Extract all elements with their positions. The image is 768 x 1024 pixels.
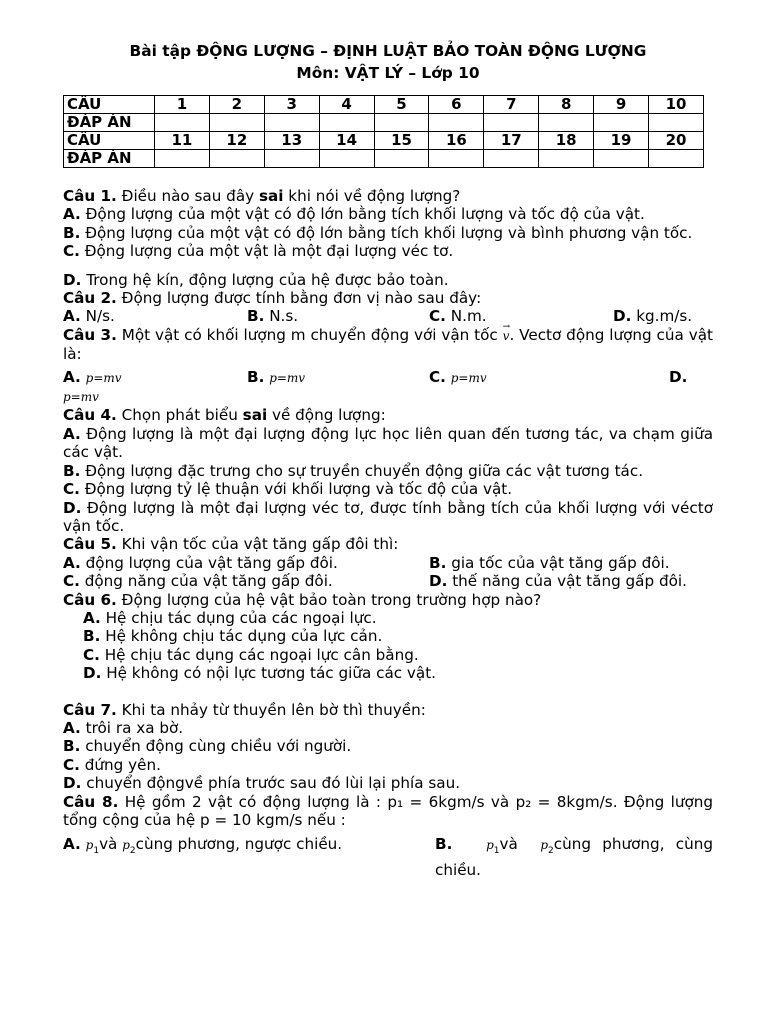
table-row bbox=[64, 150, 704, 168]
q8-option-a[interactable]: A. $p_1và$ $p_2cùng$ phương, ngược chiều. bbox=[63, 835, 343, 857]
table-cell: 3 bbox=[264, 96, 319, 114]
q2-options bbox=[63, 307, 713, 325]
cau-header: CÂU bbox=[64, 96, 155, 114]
q2-option-a[interactable]: A. N/s. bbox=[63, 307, 115, 326]
q5-option-b[interactable]: B. gia tốc của vật tăng gấp đôi. bbox=[429, 553, 670, 572]
table-row bbox=[64, 132, 704, 150]
q1-option-a[interactable]: A. Động lượng của một vật có độ lớn bằng tích khối lượng và tốc độ của vật. bbox=[63, 205, 645, 224]
q8-options bbox=[63, 835, 713, 879]
spacer bbox=[63, 261, 713, 271]
answer-cell[interactable] bbox=[594, 114, 649, 132]
table-cell: 18 bbox=[539, 132, 594, 150]
page-title: Bài tập ĐỘNG LƯỢNG – ĐỊNH LUẬT BẢO TOÀN ĐỘNG LƯỢNG bbox=[129, 42, 647, 60]
q6-option-c[interactable]: C. Hệ chịu tác dụng các ngoại lực cân bằng. bbox=[83, 645, 419, 664]
spacer bbox=[63, 683, 713, 701]
q3-option-d-label[interactable]: D. bbox=[669, 367, 688, 386]
answer-cell[interactable] bbox=[539, 150, 594, 168]
q7-option-d[interactable]: D. chuyển độngvề phía trước sau đó lùi lại phía sau. bbox=[63, 774, 461, 793]
question-4: Câu 4. Chọn phát biểu sai về động lượng: bbox=[63, 406, 386, 425]
answer-cell[interactable] bbox=[539, 114, 594, 132]
answer-cell[interactable] bbox=[209, 150, 264, 168]
table-cell: 8 bbox=[539, 96, 594, 114]
table-cell: 10 bbox=[649, 96, 704, 114]
q2-option-b[interactable]: B. N.s. bbox=[247, 307, 299, 326]
velocity-vector: → v bbox=[503, 327, 510, 345]
q4-option-d[interactable]: D. Động lượng là một đại lượng véc tơ, được tính bằng tích của khối lượng với véctơ vận tốc. bbox=[63, 498, 713, 535]
dapan-header: ĐÁP ÁN bbox=[64, 150, 155, 168]
dapan-header: ĐÁP ÁN bbox=[64, 114, 155, 132]
table-cell: 12 bbox=[209, 132, 264, 150]
answer-cell[interactable] bbox=[649, 150, 704, 168]
answer-cell[interactable] bbox=[374, 114, 429, 132]
answer-cell[interactable] bbox=[429, 150, 484, 168]
question-3: Câu 3. Một vật có khối lượng m chuyển động với vận tốc → v. Vectơ động lượng của vật là: bbox=[63, 326, 713, 364]
question-1: Câu 1. Điều nào sau đây sai khi nói về động lượng? bbox=[63, 187, 461, 205]
table-cell: 4 bbox=[319, 96, 374, 114]
q5-options-cd bbox=[63, 572, 713, 590]
page-subtitle: Môn: VẬT LÝ – Lớp 10 bbox=[296, 64, 480, 82]
answer-table bbox=[63, 95, 704, 168]
q7-option-a[interactable]: A. trôi ra xa bờ. bbox=[63, 718, 184, 737]
table-row bbox=[64, 114, 704, 132]
q1-option-d[interactable]: D. Trong hệ kín, động lượng của hệ được bảo toàn. bbox=[63, 270, 449, 289]
table-cell: 14 bbox=[319, 132, 374, 150]
q5-option-d[interactable]: D. thế năng của vật tăng gấp đôi. bbox=[429, 572, 687, 591]
answer-cell[interactable] bbox=[484, 114, 539, 132]
answer-cell[interactable] bbox=[484, 150, 539, 168]
q3-option-b[interactable]: B. p=mv bbox=[247, 367, 306, 386]
q5-option-a[interactable]: A. động lượng của vật tăng gấp đôi. bbox=[63, 553, 338, 572]
table-cell: 2 bbox=[209, 96, 264, 114]
q2-option-d[interactable]: D. kg.m/s. bbox=[613, 307, 693, 326]
question-2: Câu 2. Động lượng được tính bằng đơn vị nào sau đây: bbox=[63, 289, 482, 308]
q3-option-c[interactable]: C. p=mv bbox=[429, 367, 487, 386]
table-cell: 6 bbox=[429, 96, 484, 114]
table-cell: 15 bbox=[374, 132, 429, 150]
answer-cell[interactable] bbox=[374, 150, 429, 168]
q3-options bbox=[63, 368, 713, 387]
q7-option-b[interactable]: B. chuyển động cùng chiều với người. bbox=[63, 737, 352, 756]
q6-option-a[interactable]: A. Hệ chịu tác dụng của các ngoại lực. bbox=[83, 608, 377, 627]
table-cell: 1 bbox=[155, 96, 210, 114]
q6-option-d[interactable]: D. Hệ không có nội lực tương tác giữa các vật. bbox=[83, 664, 437, 683]
q8-option-b[interactable]: B. $p_1và$ $p_2cùng$ phương, cùng chiều. bbox=[435, 835, 714, 879]
q2-option-c[interactable]: C. N.m. bbox=[429, 307, 487, 326]
q4-option-b[interactable]: B. Động lượng đặc trưng cho sự truyền chuyển động giữa các vật tương tác. bbox=[63, 461, 644, 480]
answer-cell[interactable] bbox=[429, 114, 484, 132]
table-cell: 5 bbox=[374, 96, 429, 114]
answer-cell[interactable] bbox=[319, 114, 374, 132]
q5-option-c[interactable]: C. động năng của vật tăng gấp đôi. bbox=[63, 572, 333, 591]
table-cell: 7 bbox=[484, 96, 539, 114]
q3-option-d[interactable]: p=mv bbox=[63, 390, 99, 405]
q7-option-c[interactable]: C. đứng yên. bbox=[63, 755, 161, 774]
answer-cell[interactable] bbox=[209, 114, 264, 132]
q1-option-b[interactable]: B. Động lượng của một vật có độ lớn bằng tích khối lượng và bình phương vận tốc. bbox=[63, 223, 693, 242]
answer-cell[interactable] bbox=[264, 150, 319, 168]
table-cell: 9 bbox=[594, 96, 649, 114]
answer-cell[interactable] bbox=[319, 150, 374, 168]
cau-header: CÂU bbox=[64, 132, 155, 150]
answer-cell[interactable] bbox=[155, 114, 210, 132]
question-6: Câu 6. Động lượng của hệ vật bảo toàn trong trường hợp nào? bbox=[63, 590, 542, 609]
worksheet bbox=[63, 40, 713, 879]
q3-option-a[interactable]: A. p=mv bbox=[63, 367, 122, 386]
question-5: Câu 5. Khi vận tốc của vật tăng gấp đôi thì: bbox=[63, 535, 399, 554]
table-cell: 11 bbox=[155, 132, 210, 150]
table-cell: 13 bbox=[264, 132, 319, 150]
answer-cell[interactable] bbox=[264, 114, 319, 132]
q4-option-c[interactable]: C. Động lượng tỷ lệ thuận với khối lượng và tốc độ của vật. bbox=[63, 480, 513, 499]
answer-cell[interactable] bbox=[649, 114, 704, 132]
q6-option-b[interactable]: B. Hệ không chịu tác dụng của lực cản. bbox=[83, 627, 383, 646]
answer-cell[interactable] bbox=[155, 150, 210, 168]
question-8: Câu 8. Hệ gồm 2 vật có động lượng là : p₁ = 6kgm/s và p₂ = 8kgm/s. Động lượng tổng cộng của hệ p = 10 kgm/s nếu : bbox=[63, 792, 713, 829]
q1-option-c[interactable]: C. Động lượng của một vật là một đại lượng véc tơ. bbox=[63, 242, 454, 261]
table-row bbox=[64, 96, 704, 114]
table-cell: 20 bbox=[649, 132, 704, 150]
question-7: Câu 7. Khi ta nhảy từ thuyền lên bờ thì thuyền: bbox=[63, 700, 426, 719]
answer-cell[interactable] bbox=[594, 150, 649, 168]
table-cell: 19 bbox=[594, 132, 649, 150]
table-cell: 16 bbox=[429, 132, 484, 150]
table-cell: 17 bbox=[484, 132, 539, 150]
q5-options-ab bbox=[63, 554, 713, 572]
q4-option-a[interactable]: A. Động lượng là một đại lượng động lực học liên quan đến tương tác, va chạm giữa các vật. bbox=[63, 424, 713, 462]
